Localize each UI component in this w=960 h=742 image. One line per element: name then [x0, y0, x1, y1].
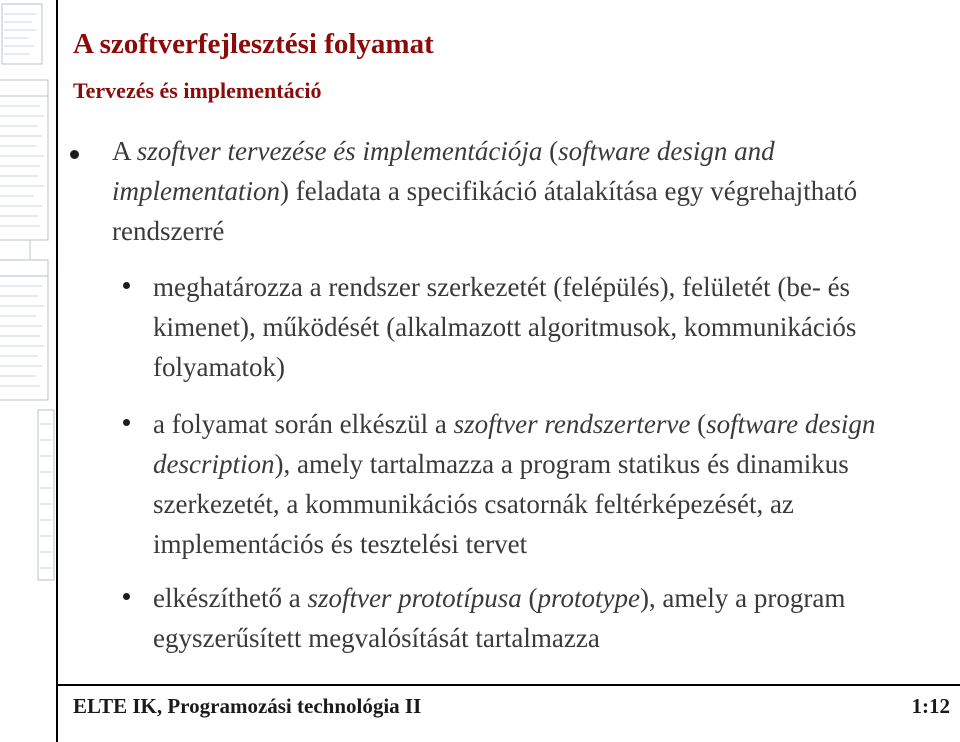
sub-bullet-design-description — [153, 404, 953, 564]
text-run: ( — [521, 583, 538, 613]
text-run: a folyamat során elkészül a — [153, 409, 454, 439]
text-run: ), amely tartalmazza a program statikus és dinamikus szerkezetét, a kommunikációs csatornák feltérképezését, az implementációs és tesztelési tervet — [153, 449, 849, 559]
text-run: ( — [690, 409, 707, 439]
italic-term: software design description — [153, 409, 876, 479]
footer-page-number: 1:12 — [911, 694, 950, 718]
text-run: ) feladata a specifikáció átalakítása egy végrehajtható rendszerré — [112, 176, 858, 246]
text-run: ( — [542, 136, 559, 166]
text-run: A — [112, 136, 137, 166]
sub-bullet-structure: meghatározza a rendszer szerkezetét (felépülés), felületét (be- és kimenet), működését (alkalmazott algoritmusok, kommunikációs folyamatok) — [153, 272, 857, 382]
italic-term: prototype — [537, 583, 640, 613]
italic-term: szoftver tervezése és implementációja — [136, 136, 543, 166]
left-vertical-rule — [56, 0, 58, 742]
sub-bullet-prototype — [153, 578, 953, 658]
bullet-dot — [70, 150, 79, 159]
sub-bullet-dot — [123, 593, 130, 600]
text-run: elkészíthető a — [153, 583, 308, 613]
italic-term: software design and implementation — [112, 136, 775, 206]
footer-course-title: ELTE IK, Programozási technológia II — [73, 694, 422, 718]
slide-subtitle: Tervezés és implementáció — [73, 78, 322, 103]
italic-term: szoftver rendszerterve — [453, 409, 691, 439]
slide-title: A szoftverfejlesztési folyamat — [73, 28, 434, 60]
footer-divider — [56, 684, 960, 686]
bullet-design-implementation — [112, 131, 948, 251]
sub-bullet-dot — [123, 282, 130, 289]
sub-bullet-dot — [123, 419, 130, 426]
italic-term: szoftver prototípusa — [307, 583, 522, 613]
uml-diagram-decoration — [0, 0, 56, 690]
text-run: ), amely a program egyszerűsített megvalósítását tartalmazza — [153, 583, 846, 653]
